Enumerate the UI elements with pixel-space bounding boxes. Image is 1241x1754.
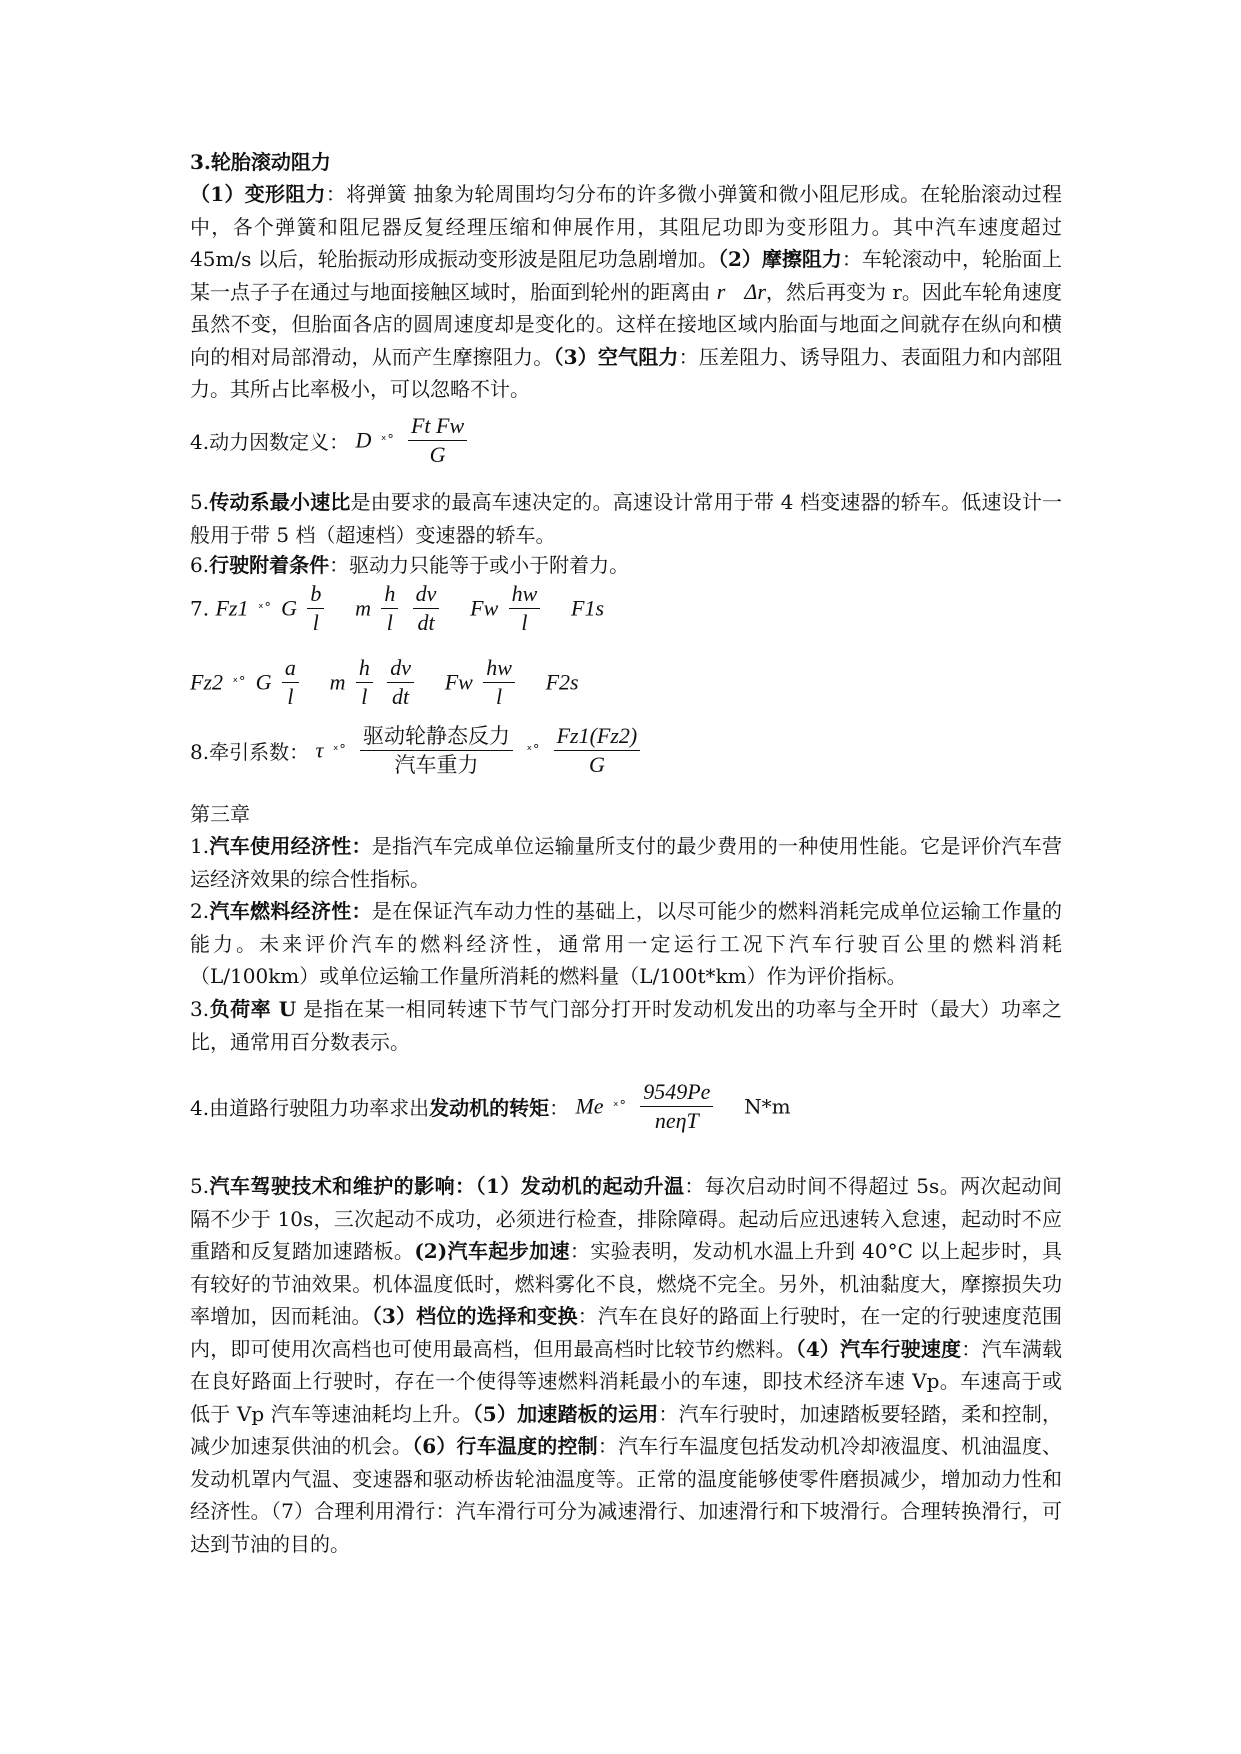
section-6: 6.行驶附着条件：驱动力只能等于或小于附着力。 (190, 553, 630, 577)
deform-resistance-text: ：将弹簧 抽象为轮周围均匀分布的许多微小弹簧和微小阻尼形成。在轮胎滚动过程中，各个弹簧和阻尼器反复经理压缩和伸展作用，其阻尼功即为变形阻力。其中汽车速度超过 45m/s 以后，轮胎振动形成振动变形波是阻尼功急剧增加。 (190, 182, 1062, 271)
chapter-3-item-5: 5.汽车驾驶技术和维护的影响：（1）发动机的起动升温：每次启动时间不得超过 5s。两次起动间隔不少于 10s，三次起动不成功，必须进行检查，排除障碍。起动后应迅速转入怠速，起动时不应重踏和反复踏加速踏板。(2)汽车起步加速：实验表明，发动机水温上升到 40°C 以上起步时，具有较好的节油效果。机体温度低时，燃料雾化不良，燃烧不完全。另外，机油黏度大，摩擦损失功率增加，因而耗油。（3）档位的选择和变换：汽车在良好的路面上行驶时，在一定的行驶速度范围内，即可使用次高档也可使用最高档，但用最高档时比较节约燃料。（4）汽车行驶速度：汽车满载在良好路面上行驶时，存在一个使得等速燃料消耗最小的车速，即技术经济车速 Vp。车速高于或低于 Vp 汽车等速油耗均上升。（5）加速踏板的运用：汽车行驶时，加速踏板要轻踏，柔和控制，减少加速泵供油的机会。（6）行车温度的控制：汽车行车温度包括发动机冷却液温度、机油温度、发动机罩内气温、变速器和驱动桥齿轮油温度等。正常的温度能够使零件磨损减少，增加动力性和经济性。（7）合理利用滑行：汽车滑行可分为减速滑行、加速滑行和下坡滑行。合理转换滑行，可达到节油的目的。 (190, 1174, 1063, 1556)
air-resistance-text: ：压差阻力、诱导阻力、表面阻力和内部阻力。其所占比率极小，可以忽略不计。 (190, 344, 1063, 401)
section-5: 5.传动系最小速比是由要求的最高车速决定的。高速设计常用于带 4 档变速器的轿车。低速设计一般用于带 5 档（超速档）变速器的轿车。 (190, 490, 1062, 547)
air-resistance-label: （3）空气阻力 (553, 344, 679, 369)
chapter-3-heading: 第三章 (190, 802, 250, 826)
chapter-3-item-1: 1.汽车使用经济性：是指汽车完成单位运输量所支付的最少费用的一种使用性能。它是评价汽车营运经济效果的综合性指标。 (190, 834, 1062, 891)
chapter-3-item-3: 3.负荷率 U 是指在某一相同转速下节气门部分打开时发动机发出的功率与全开时（最大）功率之比，通常用百分数表示。 (190, 997, 1063, 1054)
axle-load-equation-2: Fz2 $^{_x\circ}$ G $\frac{a}{l}$ m $\frac{h}{l}$ $\frac{dv}{dt}$ Fw $\frac{hw}{l}$ F2s (190, 655, 579, 709)
section-3-title: 3.轮胎滚动阻力 (190, 150, 331, 174)
dynamic-factor-formula: 4.动力因数定义： D $^{_x\circ}$ $\frac{\text{Ft Fw}}{G}$ (190, 412, 471, 476)
friction-resistance-label: （2）摩擦阻力 (717, 247, 842, 271)
symbol-r: r (716, 278, 726, 304)
fraction: $\frac{\text{Ft Fw}}{G}$ (408, 412, 467, 469)
engine-torque-formula: 4.由道路行驶阻力功率求出发动机的转矩： Me $^{_x\circ}$ $\frac{9549Pe}{\text{neηT}}$ N*m (190, 1079, 791, 1133)
section-3-body (190, 178, 1062, 408)
axle-load-equation-1: 7. Fz1 $^{_x\circ}$ G $\frac{b}{l}$ m $\frac{h}{l}$ $\frac{dv}{dt}$ Fw $\frac{hw}{l}$ F1s (190, 581, 605, 635)
chapter-3-item-2: 2.汽车燃料经济性：是在保证汽车动力性的基础上，以尽可能少的燃料消耗完成单位运输工作量的能力。未来评价汽车的燃料经济性，通常用一定运行工况下汽车行驶百公里的燃料消耗（L/100km）或单位运输工作量所消耗的燃料量（L/100t*km）作为评价指标。 (190, 899, 1062, 988)
friction-resistance-text-b: ，然后再变为 r。因此车轮角速度虽然不变，但胎面各店的圆周速度却是变化的。这样在接地区域内胎面与地面之间就存在纵向和横向的相对局部滑动，从而产生摩擦阻力。 (190, 279, 1063, 369)
symbol-delta-r: Δr (744, 278, 766, 304)
traction-coefficient-formula: 8.牵引系数： τ $^{_x\circ}$ $\frac{\text{驱动轮静态反力}}{\text{汽车重力}}$ $^{_x\circ}$ $\frac{Fz1(Fz2)}{G}$ (190, 722, 644, 786)
deform-resistance-label: （1）变形阻力 (190, 182, 326, 206)
friction-resistance-text-a: ：车轮滚动中，轮胎面上某一点子子在通过与地面接触区域时，胎面到轮州的距离由 (190, 247, 1062, 304)
